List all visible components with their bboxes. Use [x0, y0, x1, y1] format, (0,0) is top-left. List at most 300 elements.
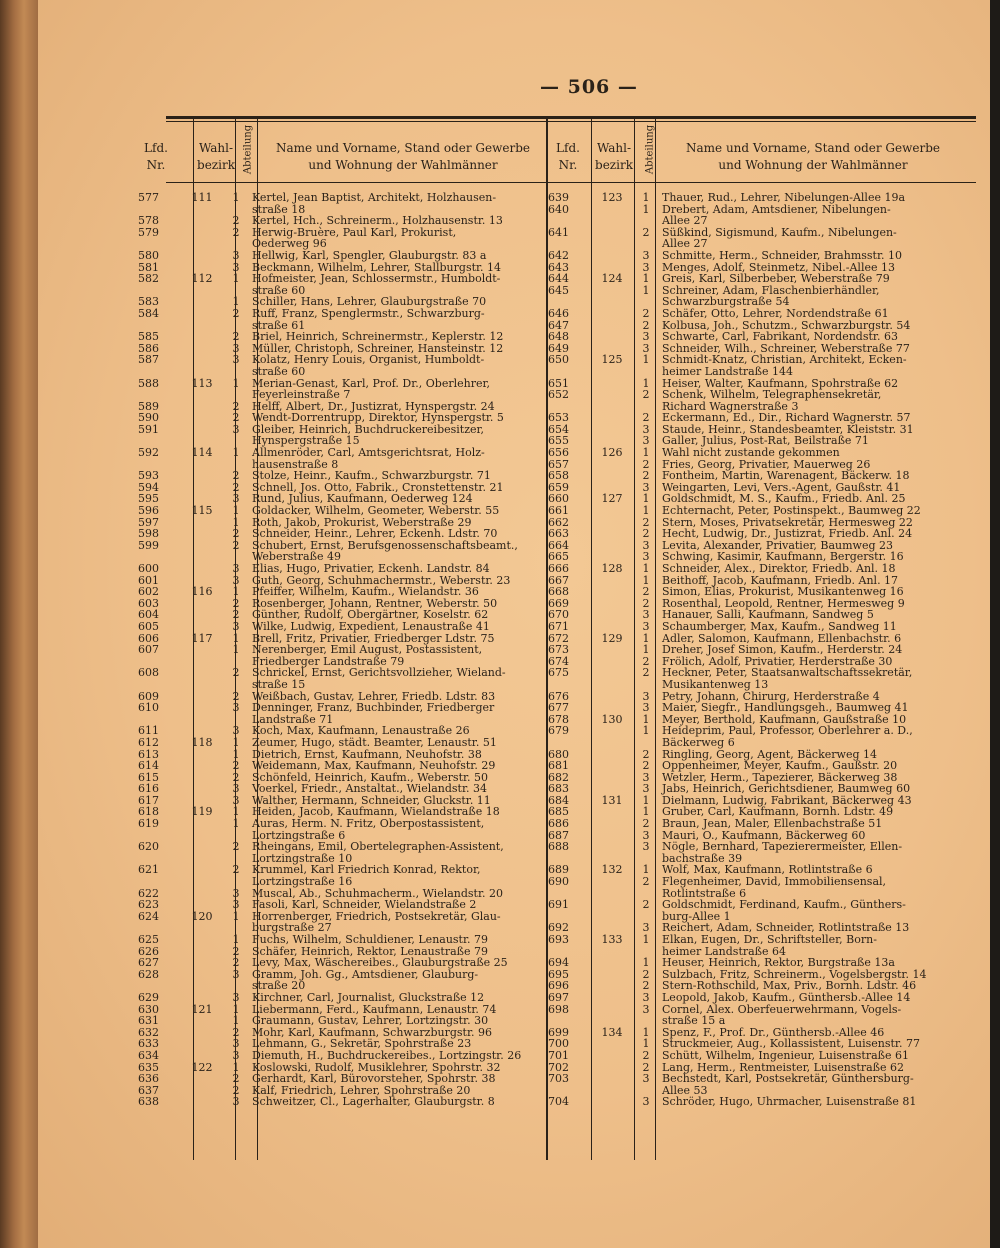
entry-text: Goldschmidt, Ferdinand, Kaufm., Günthers- [662, 898, 906, 912]
entry-text: Meyer, Berthold, Kaufmann, Gaußstraße 10 [662, 712, 907, 726]
entry-text: Roth, Jakob, Prokurist, Weberstraße 29 [252, 515, 472, 529]
entry-text: Schwarte, Carl, Fabrikant, Nordendstr. 63 [662, 330, 898, 344]
division-number: 1 [232, 504, 240, 518]
entry-text: Simon, Elias, Prokurist, Musikantenweg 16 [662, 585, 904, 599]
table-row [548, 679, 978, 691]
division-number: 3 [232, 422, 240, 436]
entry-text: heimer Landstraße 144 [662, 364, 794, 378]
entry-text: Weißbach, Gustav, Lehrer, Friedb. Ldstr. 83 [252, 689, 496, 703]
entry-text: Zeumer, Hugo, städt. Beamter, Lenaustr. 51 [252, 735, 497, 749]
division-number: 2 [232, 666, 240, 680]
table-row [138, 667, 544, 679]
division-number: 2 [232, 411, 240, 425]
entry-number: 583 [138, 295, 159, 309]
division-number: 3 [232, 260, 240, 274]
entry-text: Schönfeld, Heinrich, Kaufm., Weberstr. 50 [252, 770, 489, 784]
table-row [138, 1015, 544, 1027]
entry-text: hausenstraße 8 [252, 457, 339, 471]
book-spine [0, 0, 40, 1248]
division-number: 2 [642, 747, 650, 761]
entry-number: 702 [548, 1060, 569, 1074]
entry-text: Bäckerweg 6 [662, 735, 735, 749]
entry-number: 618 [138, 805, 159, 819]
entry-text: Beckmann, Wilhelm, Lehrer, Stallburgstr. 14 [252, 260, 502, 274]
top-rule-thick [166, 116, 976, 119]
entry-text: Kertel, Jean Baptist, Architekt, Holzhausen- [252, 191, 497, 204]
entry-text: Weberstraße 49 [252, 550, 341, 564]
table-row [138, 389, 544, 401]
division-number: 1 [642, 933, 650, 946]
entry-text: Schmidt-Knatz, Christian, Architekt, Ecken- [662, 353, 907, 367]
entry-text: Schrickel, Ernst, Gerichtsvollzieher, Wieland- [252, 666, 506, 680]
header-bezirk-label: bezirk [197, 158, 235, 172]
entry-number: 680 [548, 747, 569, 761]
entry-number: 587 [138, 353, 159, 367]
entry-text: Guth, Georg, Schuhmachermstr., Weberstr. 23 [252, 573, 511, 587]
division-number: 3 [232, 701, 240, 715]
division-number: 3 [232, 898, 240, 912]
entry-text: straße 60 [252, 364, 306, 378]
district-number: 131 [601, 793, 623, 807]
division-number: 3 [642, 782, 650, 796]
division-number: 1 [232, 909, 240, 923]
division-number: 2 [642, 318, 650, 332]
entry-text: bachstraße 39 [662, 851, 743, 865]
header-left-abteilung: Abteilung [242, 124, 254, 175]
entry-number: 656 [548, 446, 569, 460]
division-number: 1 [232, 295, 240, 309]
entry-number: 596 [138, 504, 159, 518]
division-number: 3 [232, 562, 240, 575]
entry-text: Günther, Rudolf, Obergärtner, Koselstr. 62 [252, 608, 489, 622]
division-number: 3 [642, 608, 650, 622]
district-number: 115 [191, 504, 213, 518]
table-row [138, 760, 544, 772]
division-number: 2 [232, 608, 240, 622]
header-name-line1: Name und Vorname, Stand oder Gewerbe [276, 141, 530, 155]
entry-number: 639 [548, 191, 569, 204]
entry-number: 653 [548, 411, 569, 425]
division-number: 1 [232, 643, 240, 657]
entry-text: Graumann, Gustav, Lehrer, Lortzingstr. 30 [252, 1014, 489, 1028]
entry-number: 591 [138, 422, 159, 436]
entry-text: Reichert, Adam, Schneider, Rotlintstraße 13 [662, 921, 910, 935]
entry-text: Struckmeier, Aug., Kollassistent, Luisenstr. 77 [662, 1037, 920, 1051]
entry-number: 700 [548, 1037, 569, 1051]
header-right-lfd [548, 140, 588, 174]
entry-text: straße 15 [252, 677, 306, 691]
entry-number: 638 [138, 1095, 159, 1109]
entry-number: 704 [548, 1095, 569, 1109]
entry-text: Allmenröder, Carl, Amtsgerichtsrat, Holz- [252, 446, 485, 460]
division-number: 2 [642, 1060, 650, 1074]
entry-text: Echternacht, Peter, Postinspekt., Baumweg 22 [662, 504, 921, 518]
division-number: 3 [642, 330, 650, 344]
division-number: 1 [642, 1025, 650, 1039]
division-number: 1 [642, 504, 650, 518]
entry-number: 603 [138, 596, 159, 610]
division-number: 1 [642, 202, 650, 216]
entry-text: Heiden, Jacob, Kaufmann, Wielandstraße 18 [252, 805, 500, 819]
entry-text: Oppenheimer, Meyer, Kaufm., Gaußstr. 20 [662, 759, 898, 773]
entry-number: 692 [548, 921, 569, 935]
division-number: 1 [232, 191, 240, 204]
table-row [548, 447, 978, 459]
entry-text: Weidemann, Max, Kaufmann, Neuhofstr. 29 [252, 759, 496, 773]
entry-number: 697 [548, 990, 569, 1004]
division-number: 2 [642, 515, 650, 529]
entry-text: Ruff, Franz, Spenglermstr., Schwarzburg- [252, 306, 485, 320]
division-number: 2 [232, 538, 240, 552]
table-row [548, 621, 978, 633]
division-number: 2 [642, 411, 650, 425]
entry-number: 642 [548, 248, 569, 262]
entry-number: 579 [138, 225, 159, 239]
entry-number: 645 [548, 283, 569, 297]
entry-text: Fontheim, Martin, Warenagent, Bäckerw. 18 [662, 469, 910, 483]
division-number: 1 [642, 562, 650, 575]
division-number: 1 [642, 724, 650, 738]
division-number: 3 [642, 1002, 650, 1016]
entry-text: Schwarzburgstraße 54 [662, 295, 790, 309]
entry-number: 590 [138, 411, 159, 425]
entry-text: Rosenberger, Johann, Rentner, Weberstr. 50 [252, 596, 498, 610]
entry-text: Frölich, Adolf, Privatier, Herderstraße 30 [662, 654, 893, 668]
district-number: 129 [601, 631, 623, 645]
entry-number: 593 [138, 469, 159, 483]
entry-number: 624 [138, 909, 159, 923]
entry-number: 577 [138, 191, 159, 204]
entry-text: Bechstedt, Karl, Postsekretär, Günthersburg- [662, 1072, 914, 1086]
entry-text: Petry, Johann, Chirurg, Herderstraße 4 [662, 689, 880, 703]
table-row [548, 992, 978, 1004]
division-number: 3 [232, 724, 240, 738]
entry-number: 631 [138, 1014, 159, 1028]
entry-number: 622 [138, 886, 159, 900]
division-number: 3 [642, 828, 650, 842]
entry-text: Dielmann, Ludwig, Fabrikant, Bäckerweg 43 [662, 793, 912, 807]
division-number: 2 [232, 1072, 240, 1086]
header-nr-label: Nr. [558, 158, 578, 172]
division-number: 3 [642, 550, 650, 564]
division-number: 3 [642, 1072, 650, 1086]
entry-text: Schröder, Hugo, Uhrmacher, Luisenstraße 81 [662, 1095, 917, 1109]
division-number: 1 [642, 805, 650, 819]
division-number: 2 [642, 527, 650, 541]
district-number: 114 [191, 446, 213, 460]
page [38, 0, 990, 1248]
entry-text: Rheingans, Emil, Obertelegraphen-Assistent, [252, 840, 504, 854]
entry-number: 613 [138, 747, 159, 761]
district-number: 111 [191, 191, 213, 204]
division-number: 2 [642, 875, 650, 889]
entry-text: Gruber, Carl, Kaufmann, Bornh. Ldstr. 49 [662, 805, 894, 819]
district-number: 126 [601, 446, 623, 460]
division-number: 3 [232, 248, 240, 262]
page-edge-shadow [990, 0, 1000, 1248]
division-number: 3 [642, 1095, 650, 1109]
division-number: 2 [232, 944, 240, 958]
division-number: 3 [232, 353, 240, 367]
table-row [548, 1096, 978, 1108]
entry-text: Hofmeister, Jean, Schlossermstr., Humboldt- [252, 272, 501, 286]
entry-text: Gerhardt, Karl, Bürovorsteher, Spohrstr. 38 [252, 1072, 496, 1086]
entry-text: Greis, Karl, Silberbeber, Weberstraße 79 [662, 272, 890, 286]
entry-text: Allee 27 [662, 214, 708, 228]
district-number: 130 [601, 712, 623, 726]
division-number: 1 [642, 573, 650, 587]
entry-number: 588 [138, 376, 159, 390]
entry-number: 585 [138, 330, 159, 344]
header-rule [166, 182, 976, 183]
table-row [138, 737, 544, 749]
entry-number: 676 [548, 689, 569, 703]
division-number: 2 [642, 759, 650, 773]
entry-number: 637 [138, 1083, 159, 1097]
entry-number: 701 [548, 1048, 569, 1062]
entry-text: Menges, Adolf, Steinmetz, Nibel.-Allee 13 [662, 260, 895, 274]
entry-text: Gleiber, Heinrich, Buchdruckereibesitzer, [252, 422, 485, 436]
entry-text: Adler, Salomon, Kaufmann, Ellenbachstr. 6 [662, 631, 902, 645]
entry-text: Schenk, Wilhelm, Telegraphensekretär, [662, 388, 882, 402]
entry-number: 594 [138, 480, 159, 494]
entry-number: 695 [548, 967, 569, 981]
entry-text: Landstraße 71 [252, 712, 334, 726]
division-number: 2 [232, 956, 240, 970]
entry-number: 655 [548, 434, 569, 448]
entry-text: Stern, Moses, Privatsekretär, Hermesweg 22 [662, 515, 913, 529]
entry-number: 698 [548, 1002, 569, 1016]
entry-number: 691 [548, 898, 569, 912]
header-right-abteilung: Abteilung [644, 124, 656, 175]
entry-number: 659 [548, 480, 569, 494]
table-row [548, 250, 978, 262]
entry-number: 670 [548, 608, 569, 622]
division-number: 2 [642, 457, 650, 471]
entry-number: 629 [138, 990, 159, 1004]
division-number: 2 [232, 399, 240, 413]
table-row [138, 702, 544, 714]
entry-text: Hecht, Ludwig, Dr., Justizrat, Friedb. Anl. 24 [662, 527, 913, 541]
table-row [548, 192, 978, 204]
entry-text: Schneider, Wilh., Schreiner, Weberstraße 77 [662, 341, 910, 355]
division-number: 3 [642, 619, 650, 633]
table-row [548, 1015, 978, 1027]
entry-text: Koslowski, Rudolf, Musiklehrer, Spohrstr. 32 [252, 1060, 501, 1074]
entry-number: 620 [138, 840, 159, 854]
entry-number: 672 [548, 631, 569, 645]
entry-text: Stolze, Heinr., Kaufm., Schwarzburgstr. 71 [252, 469, 491, 483]
division-number: 2 [232, 770, 240, 784]
header-left-name [258, 140, 548, 174]
entry-number: 684 [548, 793, 569, 807]
district-number: 119 [191, 805, 213, 819]
entry-text: Koch, Max, Kaufmann, Lenaustraße 26 [252, 724, 470, 738]
entry-text: Stern-Rothschild, Max, Priv., Bornh. Ldstr. 46 [662, 979, 917, 993]
division-number: 1 [642, 272, 650, 286]
division-number: 3 [232, 782, 240, 796]
entry-number: 694 [548, 956, 569, 970]
entry-number: 675 [548, 666, 569, 680]
entry-text: Drebert, Adam, Amtsdiener, Nibelungen- [662, 202, 891, 216]
entry-text: Friedberger Landstraße 79 [252, 654, 405, 668]
division-number: 1 [232, 585, 240, 599]
division-number: 1 [642, 376, 650, 390]
entry-number: 607 [138, 643, 159, 657]
entry-text: Fries, Georg, Privatier, Mauerweg 26 [662, 457, 871, 471]
district-number: 118 [191, 735, 213, 749]
entry-text: Lehmann, G., Sekretär, Spohrstraße 23 [252, 1037, 472, 1051]
header-wahl-label: Wahl- [198, 141, 234, 155]
entry-number: 612 [138, 735, 159, 749]
entry-text: Goldschmidt, M. S., Kaufm., Friedb. Anl. 25 [662, 492, 906, 506]
entry-number: 595 [138, 492, 159, 506]
entry-number: 586 [138, 341, 159, 355]
division-number: 1 [232, 817, 240, 831]
table-row [138, 354, 544, 366]
entry-number: 616 [138, 782, 159, 796]
district-number: 121 [191, 1002, 213, 1016]
entry-number: 678 [548, 712, 569, 726]
entry-text: Schneider, Alex., Direktor, Friedb. Anl. 18 [662, 562, 896, 575]
division-number: 3 [642, 422, 650, 436]
division-number: 3 [642, 434, 650, 448]
district-number: 123 [601, 191, 623, 204]
entry-text: Dietrich, Ernst, Kaufmann, Neuhofstr. 38 [252, 747, 482, 761]
entry-text: Cornel, Alex. Oberfeuerwehrmann, Vogels- [662, 1002, 902, 1016]
division-number: 3 [642, 990, 650, 1004]
entry-text: Briel, Heinrich, Schreinermstr., Keplerstr. 12 [252, 330, 504, 344]
table-row [548, 644, 978, 656]
entry-number: 630 [138, 1002, 159, 1016]
district-number: 112 [191, 272, 213, 286]
entry-text: Leopold, Jakob, Kaufm., Günthersb.-Allee 14 [662, 990, 911, 1004]
table-row [138, 992, 544, 1004]
entry-text: Heuser, Heinrich, Rektor, Burgstraße 13a [662, 956, 895, 970]
entry-number: 640 [548, 202, 569, 216]
entry-text: Eckermann, Ed., Dir., Richard Wagnerstr. 57 [662, 411, 911, 425]
division-number: 1 [232, 1060, 240, 1074]
entry-text: straße 15 a [662, 1014, 726, 1028]
table-row [548, 702, 978, 714]
entry-text: Gramm, Joh. Gg., Amtsdiener, Glauburg- [252, 967, 479, 981]
division-number: 2 [232, 225, 240, 239]
district-number: 120 [191, 909, 213, 923]
entry-text: Wetzler, Herm., Tapezierer, Bäckerweg 38 [662, 770, 898, 784]
entry-text: Hellwig, Karl, Spengler, Glauburgstr. 83 a [252, 248, 487, 262]
division-number: 1 [232, 515, 240, 529]
entry-text: Allee 53 [662, 1083, 708, 1097]
entry-text: Fuchs, Wilhelm, Schuldiener, Lenaustr. 79 [252, 933, 489, 946]
entry-text: Schiller, Hans, Lehrer, Glauburgstraße 70 [252, 295, 487, 309]
table-row [548, 505, 978, 517]
header-wahl-label: Wahl- [596, 141, 632, 155]
division-number: 3 [642, 260, 650, 274]
entry-number: 671 [548, 619, 569, 633]
division-number: 1 [232, 747, 240, 761]
entry-text: Sulzbach, Fritz, Schreinerm., Vogelsbergstr. 14 [662, 967, 927, 981]
table-row [138, 1096, 544, 1108]
division-number: 1 [642, 446, 650, 460]
table-row [548, 841, 978, 853]
entry-text: Goldacker, Wilhelm, Geometer, Weberstr. 55 [252, 504, 500, 518]
entry-number: 599 [138, 538, 159, 552]
entry-number: 668 [548, 585, 569, 599]
division-number: 2 [642, 585, 650, 599]
division-number: 1 [642, 643, 650, 657]
division-number: 1 [232, 735, 240, 749]
table-row [138, 505, 544, 517]
entry-number: 662 [548, 515, 569, 529]
entry-number: 615 [138, 770, 159, 784]
entry-number: 635 [138, 1060, 159, 1074]
division-number: 2 [232, 214, 240, 228]
division-number: 1 [642, 631, 650, 645]
entry-text: Lortzingstraße 6 [252, 828, 346, 842]
division-number: 3 [232, 492, 240, 506]
district-number: 122 [191, 1060, 213, 1074]
table-row [548, 725, 978, 737]
district-number: 134 [601, 1025, 623, 1039]
entry-number: 592 [138, 446, 159, 460]
entry-text: Wahl nicht zustande gekommen [662, 446, 840, 460]
entry-text: Diemuth, H., Buchdruckereibes., Lortzingstr. 26 [252, 1048, 522, 1062]
entry-number: 627 [138, 956, 159, 970]
entry-number: 644 [548, 272, 569, 286]
table-row [138, 563, 544, 575]
district-number: 128 [601, 562, 623, 575]
entry-text: Dreher, Josef Simon, Kaufm., Herderstr. 24 [662, 643, 903, 657]
division-number: 1 [642, 793, 650, 807]
table-row [548, 273, 978, 285]
entry-text: Fasoli, Karl, Schneider, Wielandstraße 2 [252, 898, 477, 912]
entry-number: 677 [548, 701, 569, 715]
entry-number: 649 [548, 341, 569, 355]
entry-text: Elias, Hugo, Privatier, Eckenh. Landstr. 84 [252, 562, 490, 575]
entry-number: 606 [138, 631, 159, 645]
entry-number: 679 [548, 724, 569, 738]
table-row [138, 621, 544, 633]
entry-number: 657 [548, 457, 569, 471]
entry-text: Mauri, O., Kaufmann, Bäckerweg 60 [662, 828, 866, 842]
table-row [138, 1050, 544, 1062]
entry-text: straße 20 [252, 979, 306, 993]
division-number: 3 [232, 619, 240, 633]
entry-number: 646 [548, 306, 569, 320]
entry-number: 598 [138, 527, 159, 541]
entry-text: Jabs, Heinrich, Gerichtsdiener, Baumweg 60 [662, 782, 911, 796]
entry-text: Liebermann, Ferd., Kaufmann, Lenaustr. 74 [252, 1002, 497, 1016]
entry-number: 674 [548, 654, 569, 668]
entry-text: Kalf, Friedrich, Lehrer, Spohrstraße 20 [252, 1083, 471, 1097]
entry-number: 614 [138, 759, 159, 773]
entry-text: Spenz, F., Prof. Dr., Günthersb.-Allee 46 [662, 1025, 885, 1039]
entry-text: Schreiner, Adam, Flaschenbierhändler, [662, 283, 880, 297]
division-number: 3 [642, 689, 650, 703]
entry-text: straße 60 [252, 283, 306, 297]
left-voter-list [138, 192, 544, 1108]
entry-text: Rund, Julius, Kaufmann, Oederweg 124 [252, 492, 473, 506]
table-row [138, 331, 544, 343]
entry-number: 625 [138, 933, 159, 946]
entry-text: Pfeiffer, Wilhelm, Kaufm., Wielandstr. 36 [252, 585, 479, 599]
entry-text: Kirchner, Carl, Journalist, Gluckstraße 12 [252, 990, 485, 1004]
header-name-line2: und Wohnung der Wahlmänner [308, 158, 498, 172]
division-number: 2 [232, 480, 240, 494]
table-row [548, 308, 978, 320]
entry-text: Denninger, Franz, Buchbinder, Friedberger [252, 701, 495, 715]
entry-text: Thauer, Rud., Lehrer, Nibelungen-Allee 19a [662, 191, 906, 204]
